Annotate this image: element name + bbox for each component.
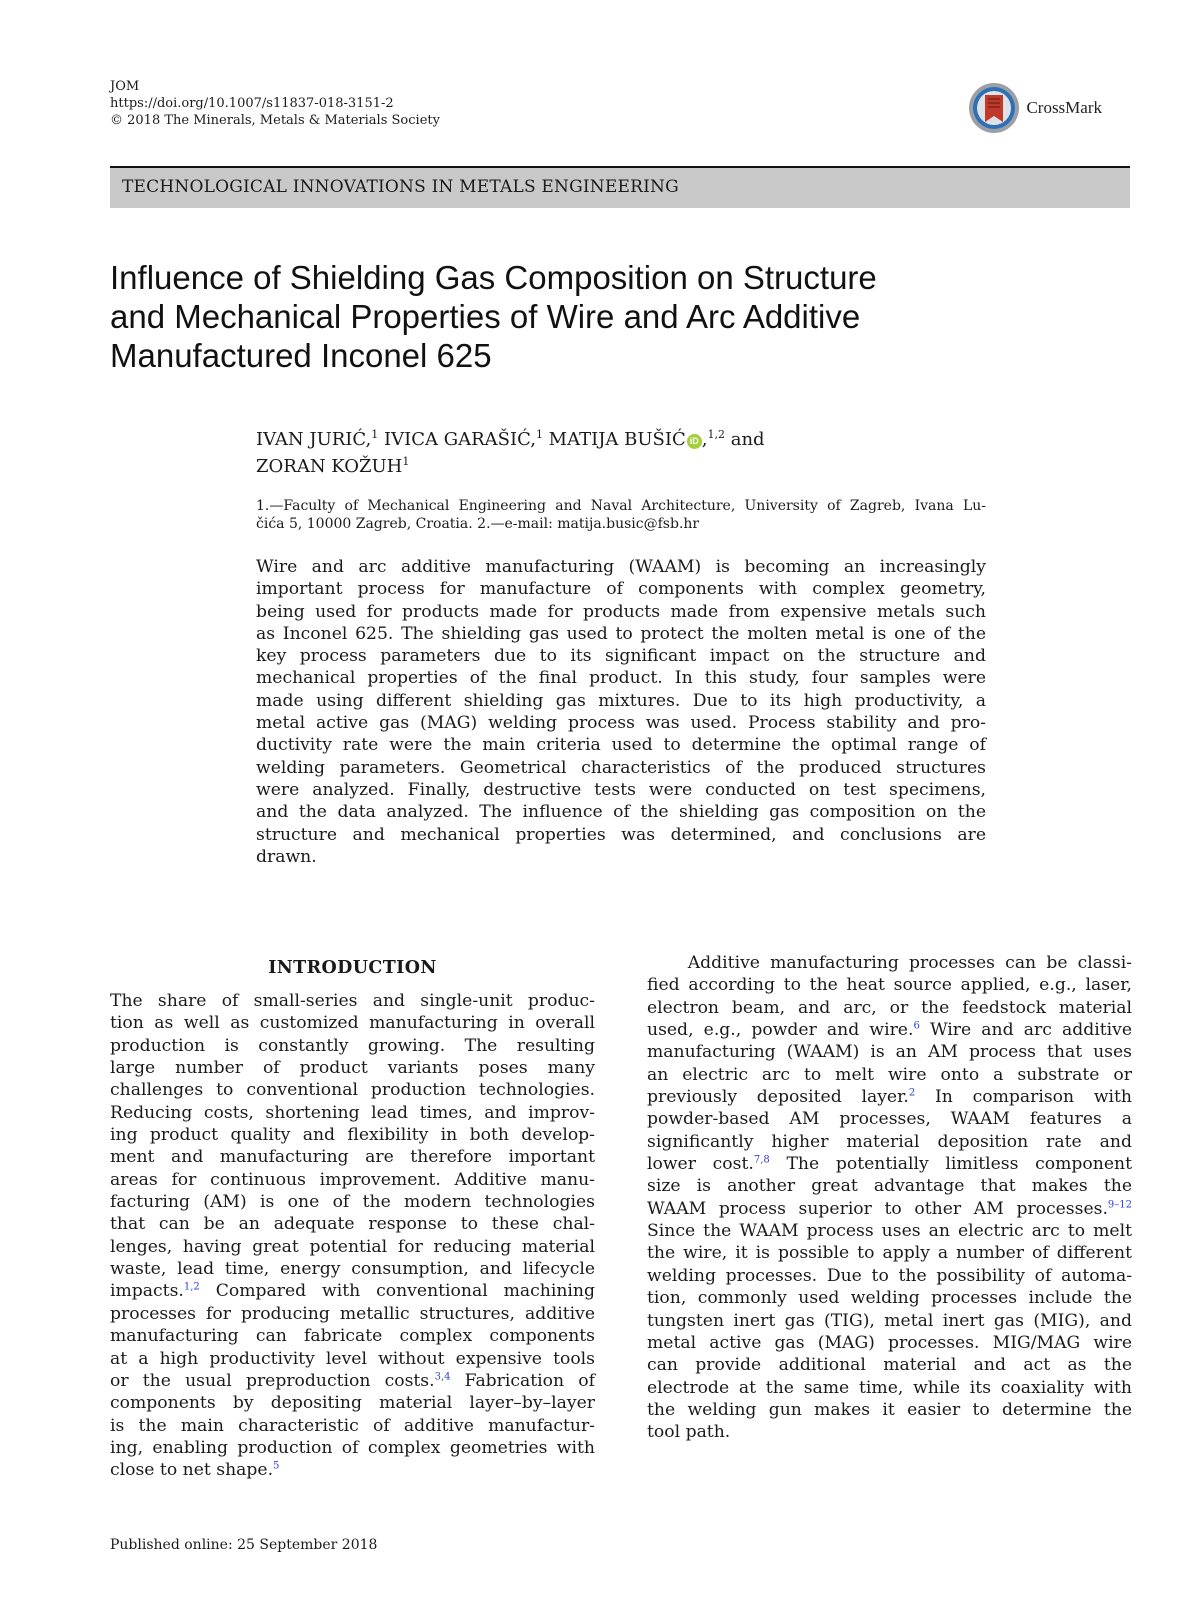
line-text: an electric arc to melt wire onto a substrate or xyxy=(647,1064,1132,1085)
line-text: metal active gas (MAG) processes. MIG/MAG wire xyxy=(647,1332,1132,1353)
paragraph-line xyxy=(647,1175,1132,1197)
paragraph-line xyxy=(647,952,1132,974)
line-text: the wire, it is possible to apply a number of different xyxy=(647,1243,1132,1264)
line-text: Wire and arc additive xyxy=(919,1020,1133,1041)
line-text: ing product quality and flexibility in both develop- xyxy=(110,1125,595,1146)
paragraph-line xyxy=(110,1348,595,1370)
citation-link[interactable]: 2 xyxy=(908,1087,916,1099)
line-text: In comparison with xyxy=(915,1087,1132,1108)
crossmark-badge[interactable] xyxy=(968,82,1102,134)
paragraph-line xyxy=(647,974,1132,996)
title-line: Influence of Shielding Gas Composition on Structure xyxy=(110,259,877,296)
line-text: lenges, having great potential for reducing material xyxy=(110,1236,595,1257)
abstract-line: were analyzed. Finally, destructive tests were conducted on test specimens, xyxy=(256,779,986,800)
line-text: previously deposited layer. xyxy=(647,1087,909,1108)
line-text: that can be an adequate response to these chal- xyxy=(110,1214,595,1235)
affiliation-line: 1.—Faculty of Mechanical Engineering and Naval Architecture, University of Zagreb, Ivana Lu- xyxy=(256,498,986,514)
paragraph-line xyxy=(110,1035,595,1057)
section-heading-introduction: INTRODUCTION xyxy=(268,958,437,978)
author-affil-sup: 1 xyxy=(535,428,543,441)
line-text: ment and manufacturing are therefore important xyxy=(110,1147,595,1168)
line-text: manufacturing can fabricate complex components xyxy=(110,1326,595,1347)
paragraph-line xyxy=(647,1377,1132,1399)
abstract-line: key process parameters due to its significant impact on the structure and xyxy=(256,646,986,667)
line-text: welding processes. Due to the possibility of automa- xyxy=(647,1265,1132,1286)
paragraph-line xyxy=(647,1265,1132,1287)
paragraph-line xyxy=(647,997,1132,1019)
section-banner-label: TECHNOLOGICAL INNOVATIONS IN METALS ENGINEERING xyxy=(122,177,679,197)
paragraph-line xyxy=(647,1242,1132,1264)
journal-meta xyxy=(110,78,440,129)
line-text: or the usual preproduction costs. xyxy=(110,1370,435,1391)
paragraph-line xyxy=(647,1354,1132,1376)
paragraph-line xyxy=(110,1079,595,1101)
paragraph-line xyxy=(110,1370,595,1392)
abstract-line: made using different shielding gas mixtures. Due to its high productivity, a xyxy=(256,690,986,711)
paragraph-line xyxy=(110,1191,595,1213)
author-conjunction: and xyxy=(725,429,765,450)
line-text: The potentially limitless component xyxy=(769,1154,1132,1175)
paper-title xyxy=(110,258,1010,375)
line-text: WAAM process superior to other AM processes. xyxy=(647,1198,1108,1219)
line-text: close to net shape. xyxy=(110,1460,274,1481)
line-text: size is another great advantage that makes the xyxy=(647,1176,1132,1197)
line-text: at a high productivity level without expensive tools xyxy=(110,1348,595,1369)
line-text: Additive manufacturing processes can be classi- xyxy=(647,953,1132,973)
intro-column-left xyxy=(110,990,595,1482)
line-text: Since the WAAM process uses an electric arc to melt xyxy=(647,1221,1132,1242)
author-name: ZORAN KOŽUH xyxy=(256,456,403,477)
journal-name: JOM xyxy=(110,79,140,94)
author-list xyxy=(256,424,765,478)
paragraph-line xyxy=(647,1019,1132,1041)
line-text: electron beam, and arc, or the feedstock material xyxy=(647,997,1132,1018)
abstract-line: important process for manufacture of components with complex geometry, xyxy=(256,579,986,600)
paragraph-line xyxy=(110,1236,595,1258)
citation-link[interactable]: 1,2 xyxy=(183,1281,200,1293)
line-text: processes for producing metallic structures, additive xyxy=(110,1303,595,1324)
abstract-line: as Inconel 625. The shielding gas used to protect the molten metal is one of the xyxy=(256,623,986,644)
abstract-line: drawn. xyxy=(256,846,317,867)
line-text: can provide additional material and act as the xyxy=(647,1355,1132,1376)
paragraph-line xyxy=(110,990,595,1012)
line-text: tion as well as customized manufacturing in overall xyxy=(110,1013,595,1034)
paragraph-line xyxy=(647,1064,1132,1086)
line-text: challenges to conventional production technologies. xyxy=(110,1080,595,1101)
section-banner xyxy=(110,166,1130,208)
paragraph-line xyxy=(110,1392,595,1414)
line-text: large number of product variants poses many xyxy=(110,1058,595,1079)
line-text: tungsten inert gas (TIG), metal inert gas (MIG), and xyxy=(647,1310,1132,1331)
line-text: the welding gun makes it easier to determine the xyxy=(647,1399,1132,1420)
affiliation-line: čića 5, 10000 Zagreb, Croatia. 2.—e-mail: matija.busic@fsb.hr xyxy=(256,516,700,532)
paragraph-line xyxy=(110,1258,595,1280)
line-text: tool path. xyxy=(647,1422,731,1443)
paragraph-line xyxy=(110,1415,595,1437)
line-text: production is constantly growing. The resulting xyxy=(110,1035,595,1056)
paragraph-line xyxy=(647,1332,1132,1354)
line-text: lower cost. xyxy=(647,1154,754,1175)
paragraph-line xyxy=(647,1153,1132,1175)
paragraph-line xyxy=(647,1310,1132,1332)
paragraph-line xyxy=(647,1220,1132,1242)
line-text: facturing (AM) is one of the modern technologies xyxy=(110,1192,595,1213)
line-text: impacts. xyxy=(110,1281,184,1302)
line-text: Compared with conventional machining xyxy=(199,1281,595,1302)
line-text: used, e.g., powder and wire. xyxy=(647,1020,914,1041)
paragraph-line xyxy=(110,1325,595,1347)
author-name: IVAN JURIĆ, xyxy=(256,429,372,450)
paragraph-line xyxy=(647,1086,1132,1108)
author-line: IVAN JURIĆ,$^1$ IVICA GARAŠIĆ,$^1$ MATIJA BUŠIĆ iD ,$^{1,2}$ and xyxy=(256,428,765,450)
abstract-line: welding parameters. Geometrical characteristics of the produced structures xyxy=(256,757,986,778)
line-text: areas for continuous improvement. Additive manu- xyxy=(110,1169,595,1190)
published-date: Published online: 25 September 2018 xyxy=(110,1537,378,1553)
line-text: fied according to the heat source applied, e.g., laser, xyxy=(647,975,1132,996)
author-name: IVICA GARAŠIĆ, xyxy=(378,429,536,450)
line-text: powder-based AM processes, WAAM features a xyxy=(647,1109,1132,1130)
paragraph-line xyxy=(110,1303,595,1325)
line-text: ing, enabling production of complex geometries with xyxy=(110,1437,595,1458)
paragraph-line xyxy=(647,1131,1132,1153)
doi-link[interactable]: https://doi.org/10.1007/s11837-018-3151-2 xyxy=(110,96,394,111)
paragraph-line xyxy=(647,1198,1132,1220)
orcid-icon[interactable]: iD xyxy=(687,434,702,449)
abstract-line: being used for products made for products made from expensive metals such xyxy=(256,601,986,622)
citation-link[interactable]: 3,4 xyxy=(434,1371,451,1383)
title-line: and Mechanical Properties of Wire and Arc Additive xyxy=(110,298,861,335)
line-text: The share of small-series and single-unit produc- xyxy=(110,991,595,1011)
line-text: waste, lead time, energy consumption, and lifecycle xyxy=(110,1259,595,1280)
author-affil-sup: 1 xyxy=(402,455,410,468)
author-affil-sup: 1,2 xyxy=(707,428,726,441)
abstract-line: structure and mechanical properties was determined, and conclusions are xyxy=(256,824,986,845)
line-text: components by depositing material layer–by–layer xyxy=(110,1393,595,1414)
paragraph-line xyxy=(110,1124,595,1146)
author-affil-sup: 1 xyxy=(371,428,379,441)
abstract-line: ductivity rate were the main criteria used to determine the optimal range of xyxy=(256,735,986,756)
paragraph-line xyxy=(110,1437,595,1459)
line-text: electrode at the same time, while its coaxiality with xyxy=(647,1377,1132,1398)
paragraph-line xyxy=(647,1108,1132,1130)
paragraph-line xyxy=(110,1280,595,1302)
line-text: Fabrication of xyxy=(450,1370,595,1391)
paragraph-line xyxy=(647,1421,1132,1443)
line-text: tion, commonly used welding processes include the xyxy=(647,1288,1132,1309)
abstract-line: and the data analyzed. The influence of the shielding gas composition on the xyxy=(256,802,986,823)
author-line xyxy=(256,451,765,478)
paragraph-line xyxy=(647,1399,1132,1421)
crossmark-label: CrossMark xyxy=(1026,98,1102,117)
citation-link[interactable]: 9–12 xyxy=(1107,1199,1132,1211)
paragraph-line xyxy=(110,1213,595,1235)
paragraph-line xyxy=(110,1169,595,1191)
paragraph-line xyxy=(110,1012,595,1034)
paragraph-line xyxy=(110,1146,595,1168)
affiliations xyxy=(256,497,986,533)
paragraph-line xyxy=(647,1287,1132,1309)
abstract-line: metal active gas (MAG) welding process was used. Process stability and pro- xyxy=(256,713,986,734)
line-text: manufacturing (WAAM) is an AM process that uses xyxy=(647,1042,1132,1063)
citation-link[interactable]: 6 xyxy=(913,1020,920,1032)
citation-link[interactable]: 7,8 xyxy=(753,1154,770,1166)
citation-link[interactable]: 5 xyxy=(273,1460,280,1472)
abstract-line: Wire and arc additive manufacturing (WAAM) is becoming an increasingly xyxy=(256,557,986,577)
paragraph-line xyxy=(110,1102,595,1124)
title-line: Manufactured Inconel 625 xyxy=(110,337,492,374)
paragraph-line xyxy=(110,1057,595,1079)
crossmark-icon xyxy=(968,82,1020,134)
paragraph-line xyxy=(647,1041,1132,1063)
line-text: Reducing costs, shortening lead times, and improv- xyxy=(110,1102,595,1123)
line-text: is the main characteristic of additive manufactur- xyxy=(110,1415,595,1436)
abstract-line: mechanical properties of the final product. In this study, four samples were xyxy=(256,668,986,689)
author-name: MATIJA BUŠIĆ xyxy=(542,429,686,450)
line-text: significantly higher material deposition rate and xyxy=(647,1131,1132,1152)
abstract xyxy=(256,556,986,868)
intro-column-right xyxy=(647,952,1132,1444)
copyright: © 2018 The Minerals, Metals & Materials Society xyxy=(110,113,440,128)
paragraph-line xyxy=(110,1459,595,1481)
